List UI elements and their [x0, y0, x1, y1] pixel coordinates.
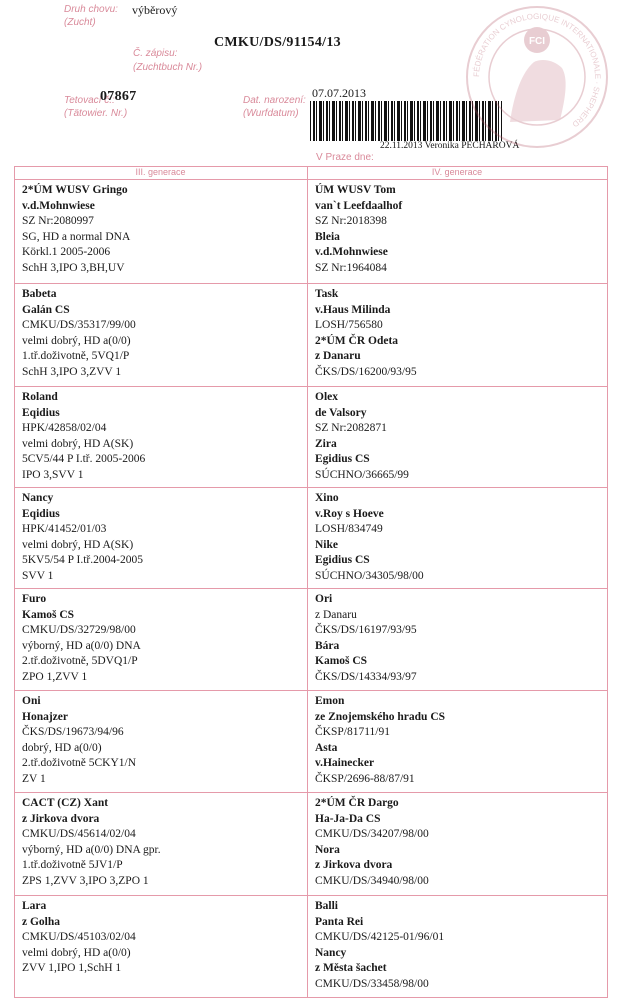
pedigree-line: Nancy	[22, 492, 54, 504]
pedigree-line: CMKU/DS/45103/02/04	[22, 931, 136, 944]
pedigree-line: Bleia	[315, 230, 340, 243]
generation-header-right: IV. generace	[431, 167, 483, 177]
pedigree-line: velmi dobrý, HD A(SK)	[22, 538, 134, 551]
pedigree-line: Nike	[315, 538, 338, 551]
pedigree-cell-left	[22, 592, 141, 686]
pedigree-line: z Jirkova dvora	[315, 859, 393, 872]
birth-label-de: (Wurfdatum)	[243, 108, 299, 119]
grid-line	[14, 690, 607, 691]
pedigree-line: ÚM WUSV Tom	[315, 184, 396, 196]
pedigree-line: CMKU/DS/34940/98/00	[315, 874, 429, 887]
grid-line	[607, 166, 608, 998]
pedigree-line: 2*ÚM ČR Dargo	[315, 797, 399, 809]
pedigree-cell-right	[315, 694, 445, 788]
pedigree-cell-left	[22, 694, 136, 788]
pedigree-line: velmi dobrý, HD a(0/0)	[22, 946, 131, 959]
pedigree-cell-left	[22, 796, 161, 890]
pedigree-line: CMKU/DS/35317/99/00	[22, 319, 136, 332]
grid-line	[14, 792, 607, 793]
pedigree-line: z Města šachet	[315, 962, 387, 975]
pedigree-line: SZ Nr:2018398	[315, 215, 387, 228]
pedigree-line: Kamoš CS	[315, 655, 368, 668]
grid-line	[14, 179, 607, 180]
pedigree-line: ze Znojemského hradu CS	[315, 710, 446, 723]
pedigree-line: 2.tř.doživotně 5CKY1/N	[22, 757, 137, 770]
pedigree-line: Körkl.1 2005-2006	[22, 246, 111, 259]
pedigree-line: van`t Leefdaalhof	[315, 199, 403, 212]
pedigree-line: CMKU/DS/42125-01/96/01	[315, 931, 445, 944]
pedigree-line: 1.tř.doživotně 5JV1/P	[22, 859, 123, 872]
pedigree-line: ZPS 1,ZVV 3,IPO 3,ZPO 1	[22, 874, 149, 887]
pedigree-line: CMKU/DS/45614/02/04	[22, 828, 136, 841]
pedigree-line: v.Roy s Hoeve	[315, 507, 384, 520]
pedigree-line: Asta	[315, 741, 338, 754]
pedigree-line: HPK/42858/02/04	[22, 422, 107, 435]
pedigree-line: Xino	[315, 492, 339, 504]
grid-line	[14, 588, 607, 589]
pedigree-line: 2*ÚM WUSV Gringo	[22, 184, 128, 196]
pedigree-line: Emon	[315, 695, 345, 707]
pedigree-line: Panta Rei	[315, 915, 364, 928]
pedigree-line: 2.tř.doživotně, 5DVQ1/P	[22, 655, 138, 668]
pedigree-line: výborný, HD a(0/0) DNA	[22, 639, 141, 652]
issued-note: 22.11.2013 Veronika PECHAROVÁ	[380, 141, 520, 151]
pedigree-cell-right	[315, 390, 409, 484]
pedigree-line: Roland	[22, 391, 58, 403]
pedigree-line: Oni	[22, 695, 41, 707]
pedigree-line: ČKS/DS/14334/93/97	[315, 670, 417, 683]
pedigree-line: Galán CS	[22, 303, 70, 316]
pedigree-cell-right	[315, 183, 402, 277]
pedigree-line: 5KV5/54 P I.tř.2004-2005	[22, 554, 143, 567]
pedigree-line: SÚCHNO/36665/99	[315, 468, 409, 481]
pedigree-line: v.d.Mohnwiese	[22, 199, 95, 212]
stamp-ring-text: FÉDÉRATION CYNOLOGIQUE INTERNATIONALE · SHEPHERD	[471, 11, 603, 129]
pedigree-line: SZ Nr:2080997	[22, 215, 94, 228]
fci-stamp-icon	[462, 2, 612, 152]
pedigree-line: z Danaru	[315, 608, 357, 621]
pedigree-cell-left	[22, 287, 136, 381]
pedigree-line: ČKS/DS/16200/93/95	[315, 365, 417, 378]
pedigree-cell-left	[22, 491, 143, 585]
tattoo-label: Tetovací č.:	[64, 95, 115, 106]
pedigree-line: 5CV5/44 P I.tř. 2005-2006	[22, 453, 146, 466]
pedigree-line: Task	[315, 288, 339, 300]
pedigree-line: SG, HD a normal DNA	[22, 230, 131, 243]
pedigree-cell-right	[315, 592, 417, 686]
birth-date: 07.07.2013	[312, 86, 366, 100]
pedigree-line: 1.tř.doživotně, 5VQ1/P	[22, 350, 130, 363]
pedigree-cell-right	[315, 287, 417, 381]
pedigree-line: Lara	[22, 900, 47, 912]
pedigree-line: SZ Nr:2082871	[315, 422, 387, 435]
pedigree-line: Kamoš CS	[22, 608, 75, 621]
pedigree-line: dobrý, HD a(0/0)	[22, 741, 102, 754]
pedigree-line: Honajzer	[22, 710, 68, 723]
grid-line	[14, 487, 607, 488]
pedigree-line: Ha-Ja-Da CS	[315, 812, 381, 825]
registry-number: CMKU/DS/91154/13	[214, 35, 341, 50]
pedigree-line: ČKSP/81711/91	[315, 726, 390, 739]
grid-line	[14, 997, 607, 998]
generation-header-left: III. generace	[135, 167, 186, 177]
pedigree-cell-right	[315, 796, 429, 890]
pedigree-line: CMKU/DS/33458/98/00	[315, 977, 429, 990]
pedigree-line: Egidius CS	[315, 554, 370, 567]
pedigree-line: velmi dobrý, HD a(0/0)	[22, 334, 131, 347]
grid-line	[307, 166, 308, 998]
pedigree-line: velmi dobrý, HD A(SK)	[22, 437, 134, 450]
pedigree-line: Nora	[315, 843, 340, 856]
pedigree-line: Egidius CS	[315, 453, 370, 466]
pedigree-line: SZ Nr:1964084	[315, 261, 387, 274]
registry-label-de: (Zuchtbuch Nr.)	[133, 62, 203, 73]
pedigree-line: ZV 1	[22, 772, 46, 785]
pedigree-line: SÚCHNO/34305/98/00	[315, 569, 424, 582]
pedigree-line: výborný, HD a(0/0) DNA gpr.	[22, 843, 161, 856]
pedigree-line: Olex	[315, 391, 338, 403]
pedigree-line: ČKS/DS/16197/93/95	[315, 624, 417, 637]
pedigree-cell-left	[22, 390, 145, 484]
pedigree-line: HPK/41452/01/03	[22, 523, 107, 536]
pedigree-line: de Valsory	[315, 406, 367, 419]
pedigree-line: LOSH/834749	[315, 523, 383, 536]
pedigree-cell-right	[315, 899, 444, 993]
grid-line	[14, 283, 607, 284]
pedigree-line: Balli	[315, 900, 339, 912]
pedigree-line: ZPO 1,ZVV 1	[22, 670, 88, 683]
grid-line	[14, 895, 607, 896]
breed-type-label-de: (Zucht)	[64, 17, 96, 28]
grid-line	[14, 166, 15, 998]
pedigree-line: LOSH/756580	[315, 319, 383, 332]
pedigree-line: ČKSP/2696-88/87/91	[315, 772, 415, 785]
pedigree-line: Bára	[315, 639, 340, 652]
pedigree-line: 2*ÚM ČR Odeta	[315, 334, 399, 347]
pedigree-line: Nancy	[315, 946, 347, 959]
pedigree-line: Babeta	[22, 288, 57, 300]
grid-line	[14, 386, 607, 387]
birth-label: Dat. narození:	[243, 95, 306, 106]
pedigree-line: v.Hainecker	[315, 757, 375, 770]
pedigree-line: CMKU/DS/32729/98/00	[22, 624, 136, 637]
place-date-label: V Praze dne:	[316, 152, 374, 163]
pedigree-line: SVV 1	[22, 569, 54, 582]
breed-type-value: výběrový	[132, 3, 178, 17]
pedigree-cell-left	[22, 183, 130, 277]
pedigree-line: SchH 3,IPO 3,ZVV 1	[22, 365, 122, 378]
pedigree-line: IPO 3,SVV 1	[22, 468, 84, 481]
pedigree-line: ČKS/DS/19673/94/96	[22, 726, 124, 739]
pedigree-cell-right	[315, 491, 424, 585]
tattoo-number: 07867	[100, 89, 137, 104]
pedigree-line: z Danaru	[315, 350, 361, 363]
pedigree-line: z Golha	[22, 915, 61, 928]
registry-label: Č. zápisu:	[133, 48, 178, 59]
pedigree-line: Furo	[22, 593, 47, 605]
pedigree-line: z Jirkova dvora	[22, 812, 100, 825]
pedigree-line: v.d.Mohnwiese	[315, 246, 388, 259]
pedigree-cell-left	[22, 899, 136, 977]
pedigree-line: Ori	[315, 593, 333, 605]
pedigree-line: v.Haus Milinda	[315, 303, 391, 316]
stamp-fci-text: FCI	[528, 36, 546, 47]
pedigree-line: Zira	[315, 437, 337, 450]
pedigree-line: CACT (CZ) Xant	[22, 797, 109, 809]
pedigree-line: CMKU/DS/34207/98/00	[315, 828, 429, 841]
tattoo-label-de: (Tätowier. Nr.)	[64, 108, 128, 119]
breed-type-label: Druh chovu:	[64, 4, 118, 15]
pedigree-line: ZVV 1,IPO 1,SchH 1	[22, 962, 122, 975]
pedigree-line: Eqidius	[22, 406, 60, 419]
pedigree-line: Eqidius	[22, 507, 60, 520]
pedigree-line: SchH 3,IPO 3,BH,UV	[22, 261, 125, 274]
